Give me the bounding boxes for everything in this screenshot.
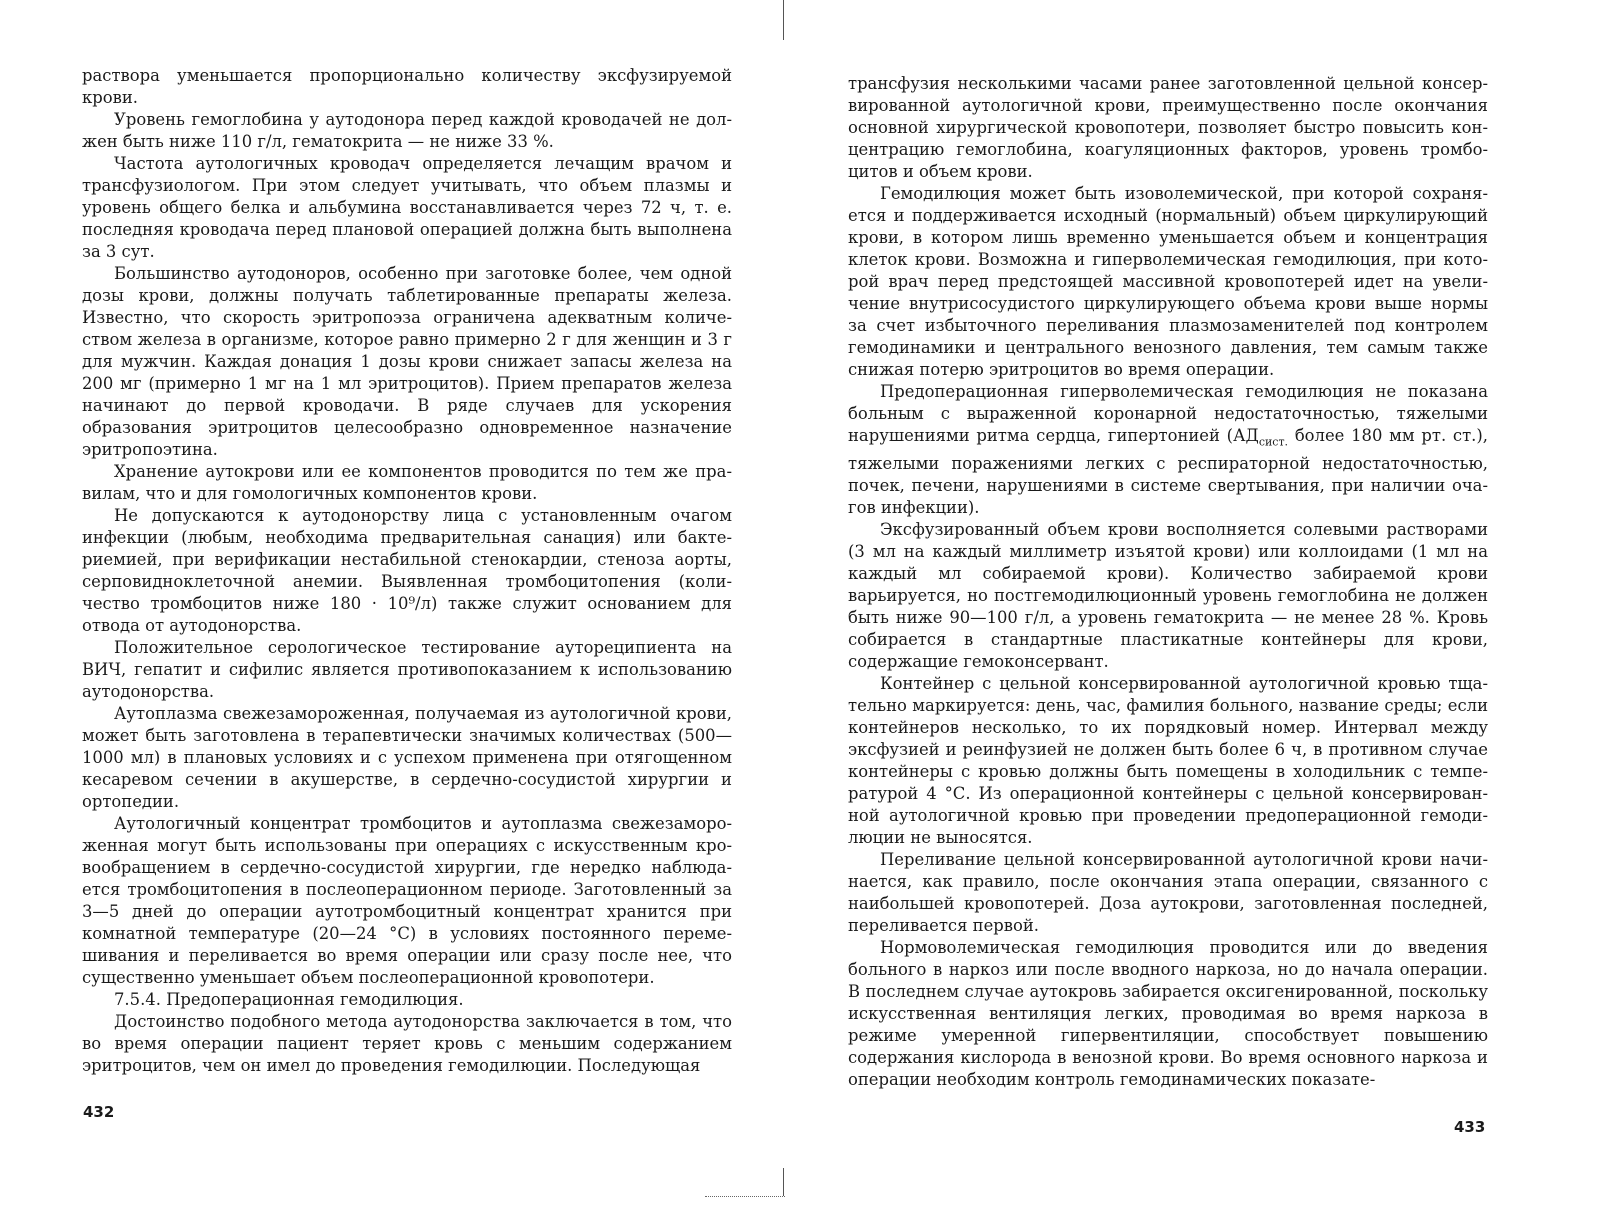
paragraph: Аутоплазма свежезамороженная, получаемая из аутологичной крови, может быть заготовлена в терапевтически значимых количествах (500—1000 мл) в плановых условиях и с успехом применена при отягощенном кесаревом сечении в акушерстве, в сердечно-сосудистой хирургии и ортопедии. — [82, 704, 732, 811]
section-heading: 7.5.4. Предоперационная гемодилюция. — [114, 990, 464, 1009]
paragraph: Уровень гемоглобина у аутодонора перед каждой кроводачей не должен быть ниже 110 г/л, гематокрита — не ниже 33 %. — [82, 110, 732, 151]
right-page — [800, 0, 1601, 1224]
paragraph: Частота аутологичных кроводач определяется лечащим врачом и трансфузиологом. При этом следует учитывать, что объем плазмы и уровень общего белка и альбумина восстанавливается через 72 ч, т. е. последняя кроводача перед плановой операцией должна быть выполнена за 3 сут. — [82, 154, 732, 261]
gutter-line — [783, 0, 784, 40]
paragraph: Большинство аутодоноров, особенно при заготовке более, чем одной дозы крови, должны получать таблетированные препараты железа. Известно, что скорость эритропоэза ограничена адекватным количеством железа в организме, которое равно примерно 2 г для женщин и 3 г для мужчин. Каждая донация 1 дозы крови снижает запасы железа на 200 мг (примерно 1 мг на 1 мл эритроцитов). Прием препаратов железа начинают до первой кроводачи. В ряде случаев для ускорения образования эритроцитов целесообразно одновременное назначение эритропоэтина. — [82, 264, 732, 459]
paragraph: Эксфузированный объем крови восполняется солевыми растворами (3 мл на каждый миллиметр изъятой крови) или коллоидами (1 мл на каждый мл собираемой крови). Количество забираемой крови варьируется, но постгемодилюционный уровень гемоглобина не должен быть ниже 90—100 г/л, а уровень гематокрита — не менее 28 %. Кровь собирается в стандартные пластикатные контейнеры для крови, содержащие гемоконсервант. — [848, 520, 1488, 672]
page-number: 432 — [83, 1103, 115, 1121]
paragraph: Положительное серологическое тестирование аутореципиента на ВИЧ, гепатит и сифилис является противопоказанием к использованию аутодонорства. — [82, 638, 732, 701]
paragraph: раствора уменьшается пропорционально количеству эксфузируемой крови. — [82, 66, 732, 107]
paragraph: трансфузия несколькими часами ранее заготовленной цельной консервированной аутологичной крови, преимущественно после окончания основной хирургической кровопотери, позволяет быстро повысить концентрацию гемоглобина, коагуляционных факторов, уровень тромбоцитов и объем крови. — [848, 74, 1488, 181]
paragraph: Аутологичный концентрат тромбоцитов и аутоплазма свежезамороженная могут быть использованы при операциях с искусственным кровообращением в сердечно-сосудистой хирургии, где нередко наблюдается тромбоцитопения в послеоперационном периоде. Заготовленный за 3—5 дней до операции аутотромбоцитный концентрат хранится при комнатной температуре (20—24 °С) в условиях постоянного перемешивания и переливается во время операции или сразу после нее, что существенно уменьшает объем послеоперационной кровопотери. — [82, 814, 732, 987]
right-page-text — [848, 73, 1488, 1091]
left-page-text — [82, 65, 732, 1077]
paragraph: Достоинство подобного метода аутодонорства заключается в том, что во время операции пациент теряет кровь с меньшим содержанием эритроцитов, чем он имел до проведения гемодилюции. Последующая — [82, 1012, 732, 1075]
scan-artifact — [705, 1190, 785, 1197]
paragraph: Гемодилюция может быть изоволемической, при которой сохраняется и поддерживается исходный (нормальный) объем циркулирующий крови, в котором лишь временно уменьшается объем и концентрация клеток крови. Возможна и гиперволемическая гемодилюция, при которой врач перед предстоящей массивной кровопотерей идет на увеличение внутрисосудистого циркулирующего объема крови выше нормы за счет избыточного переливания плазмозаменителей под контролем гемодинамики и центрального венозного давления, тем самым также снижая потерю эритроцитов во время операции. — [848, 184, 1488, 379]
paragraph: Хранение аутокрови или ее компонентов проводится по тем же правилам, что и для гомологичных компонентов крови. — [82, 462, 732, 503]
paragraph: Нормоволемическая гемодилюция проводится или до введения больного в наркоз или после вводного наркоза, но до начала операции. В последнем случае аутокровь забирается оксигенированной, поскольку искусственная вентиляция легких, проводимая во время наркоза в режиме умеренной гипервентиляции, способствует повышению содержания кислорода в венозной крови. Во время основного наркоза и операции необходим контроль гемодинамических показате- — [848, 938, 1488, 1090]
left-page — [0, 0, 800, 1224]
paragraph-part: Предоперационная гиперволемическая гемодилюция не показана больным с выраженной коронарной недостаточностью, тяжелыми нарушениями ритма сердца, гипертонией (АД — [848, 382, 1488, 445]
paragraph: Переливание цельной консервированной аутологичной крови начинается, как правило, после окончания этапа операции, связанного с наибольшей кровопотерей. Доза аутокрови, заготовленная последней, переливается первой. — [848, 850, 1488, 936]
paragraph: Контейнер с цельной консервированной аутологичной кровью тщательно маркируется: день, час, фамилия больного, название среды; если контейнеров несколько, то их порядковый номер. Интервал между эксфузией и реинфузией не должен быть более 6 ч, в противном случае контейнеры с кровью должны быть помещены в холодильник с температурой 4 °С. Из операционной контейнеры с цельной консервированной аутологичной кровью при проведении предоперационной гемодилюции не выносятся. — [848, 674, 1488, 848]
gutter — [783, 0, 785, 1224]
paragraph-part: более 180 мм рт. ст.), тяжелыми поражениями легких с респираторной недостаточностью, почек, печени, нарушениями в системе свертывания, при наличии очагов инфекции). — [848, 426, 1488, 518]
subscript: сист. — [1258, 435, 1289, 449]
paragraph — [848, 381, 1488, 519]
paragraph: Не допускаются к аутодонорству лица с установленным очагом инфекции (любым, необходима предварительная санация) или бактериемией, при верификации нестабильной стенокардии, стеноза аорты, серповидноклеточной анемии. Выявленная тромбоцитопения (количество тромбоцитов ниже 180 · 10⁹/л) также служит основанием для отвода от аутодонорства. — [82, 506, 732, 635]
page-number: 433 — [1454, 1118, 1486, 1136]
